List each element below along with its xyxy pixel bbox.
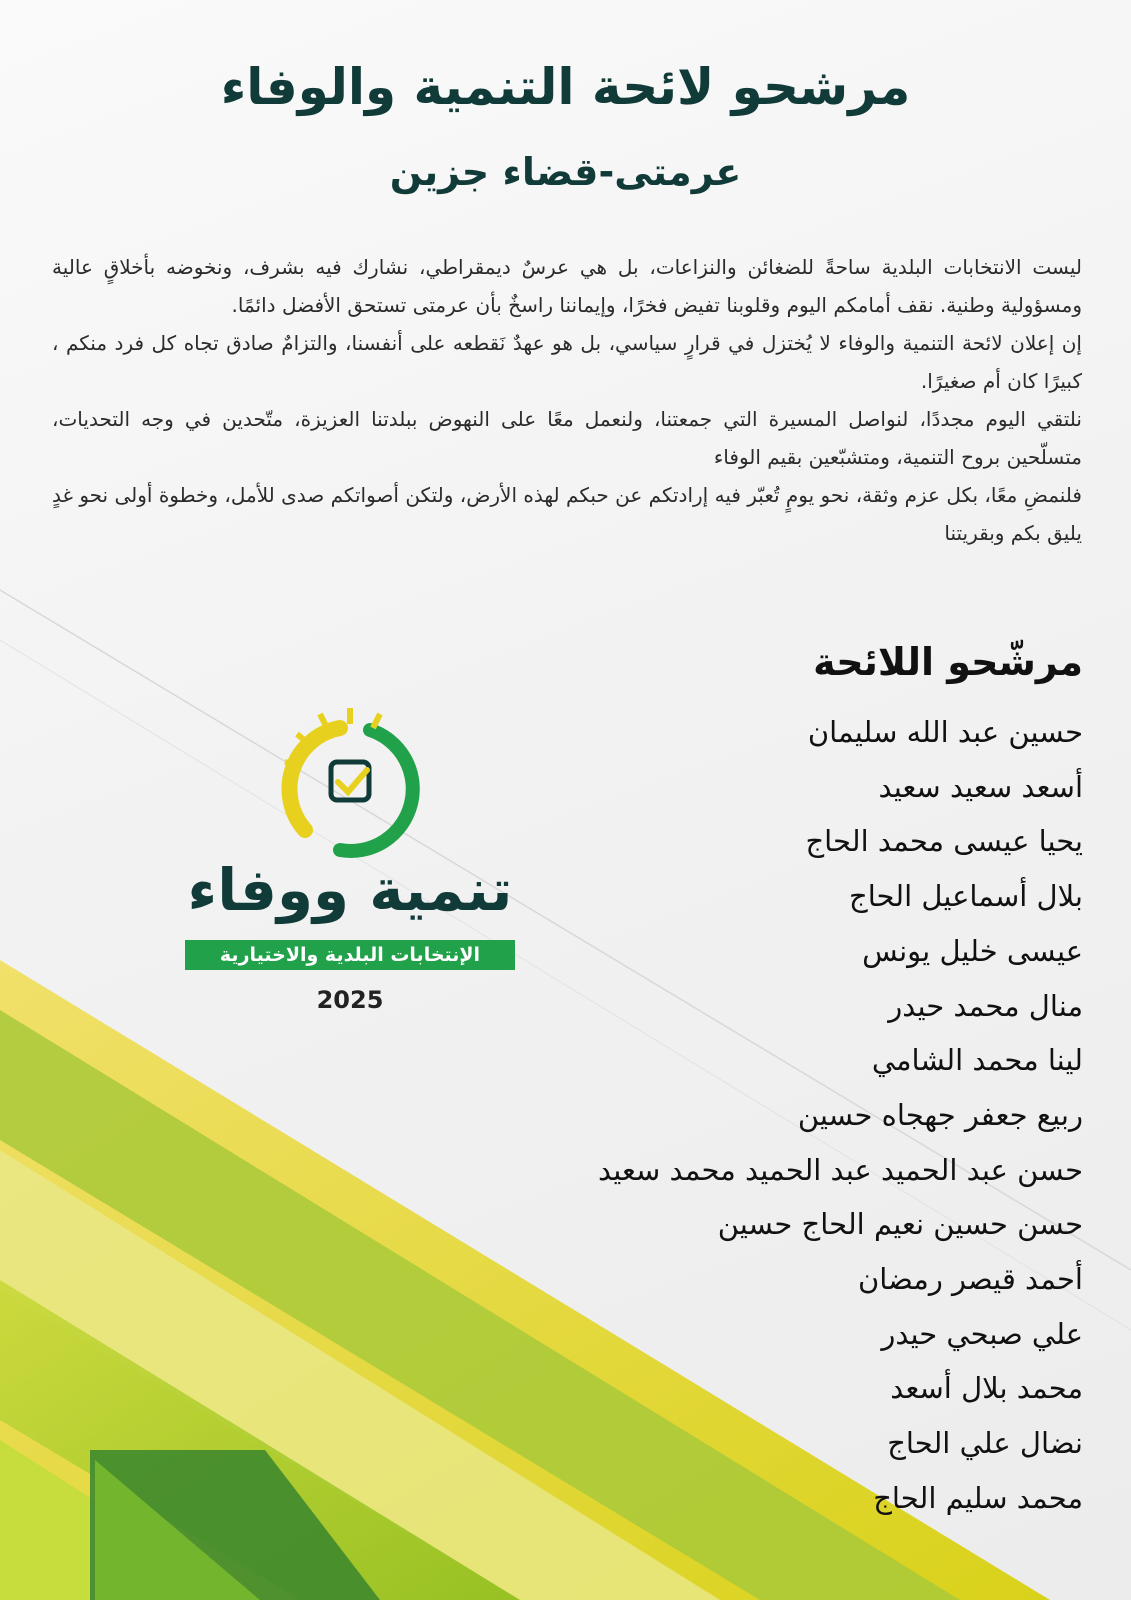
intro-paragraph: إن إعلان لائحة التنمية والوفاء لا يُختزل في قرارٍ سياسي، بل هو عهدٌ نَقطعه على أنفسنا، والتزامٌ صادق تجاه كل فرد منكم ، كبيرًا كان أم صغيرًا. <box>52 331 1082 393</box>
logo-year: 2025 <box>316 986 384 1014</box>
list-logo <box>180 700 520 1020</box>
candidate-name: ربيع جعفر جهجاه حسين <box>797 1097 1083 1132</box>
intro-paragraph: نلتقي اليوم مجددًا، لنواصل المسيرة التي جمعتنا، ولنعمل معًا على النهوض ببلدتنا العزيزة، متّحدين في وجه التحديات، متسلّحين بروح التنمية، ومتشبّعين بقيم الوفاء <box>52 407 1082 469</box>
candidate-name: محمد بلال أسعد <box>890 1371 1083 1406</box>
candidate-name: يحيا عيسى محمد الحاج <box>805 824 1083 859</box>
candidate-name: أحمد قيصر رمضان <box>858 1262 1083 1297</box>
candidate-name: حسن عبد الحميد عبد الحميد محمد سعيد <box>598 1152 1083 1187</box>
intro-paragraph: ليست الانتخابات البلدية ساحةً للضغائن والنزاعات، بل هي عرسٌ ديمقراطي، نشارك فيه بشرف، ونخوضه بأخلاقٍ عالية ومسؤولية وطنية. نقف أمامكم اليوم وقلوبنا تفيض فخرًا، وإيماننا راسخٌ بأن عرمتى تستحق الأفضل دائمًا. <box>52 255 1082 317</box>
candidate-name: أسعد سعيد سعيد <box>878 769 1083 804</box>
candidate-name: نضال علي الحاج <box>887 1426 1083 1461</box>
candidate-name: علي صبحي حيدر <box>881 1316 1083 1351</box>
candidate-name: منال محمد حيدر <box>888 988 1083 1023</box>
logo-name: تنمية ووفاء <box>187 856 513 924</box>
intro-text <box>52 248 1082 552</box>
candidate-name: محمد سليم الحاج <box>873 1480 1083 1515</box>
candidates-heading: مرشّحو اللائحة <box>813 640 1083 684</box>
page-title: مرشحو لائحة التنمية والوفاء <box>220 58 911 116</box>
candidate-name: حسن حسين نعيم الحاج حسين <box>717 1207 1083 1242</box>
candidate-name: لينا محمد الشامي <box>871 1043 1083 1078</box>
candidates-list <box>598 705 1083 1526</box>
ballot-sun-icon <box>265 700 435 860</box>
logo-banner: الإنتخابات البلدية والاختيارية <box>185 940 515 970</box>
candidate-name: بلال أسماعيل الحاج <box>848 879 1083 914</box>
candidate-name: عيسى خليل يونس <box>862 933 1083 968</box>
intro-paragraph: فلنمضِ معًا، بكل عزم وثقة، نحو يومٍ تُعبّر فيه إرادتكم عن حبكم لهذه الأرض، ولتكن أصواتكم صدى للأمل، وخطوة أولى نحو غدٍ يليق بكم وبقريتنا <box>52 483 1082 545</box>
candidate-name: حسين عبد الله سليمان <box>807 715 1083 749</box>
page-subtitle: عرمتى-قضاء جزين <box>389 150 742 194</box>
